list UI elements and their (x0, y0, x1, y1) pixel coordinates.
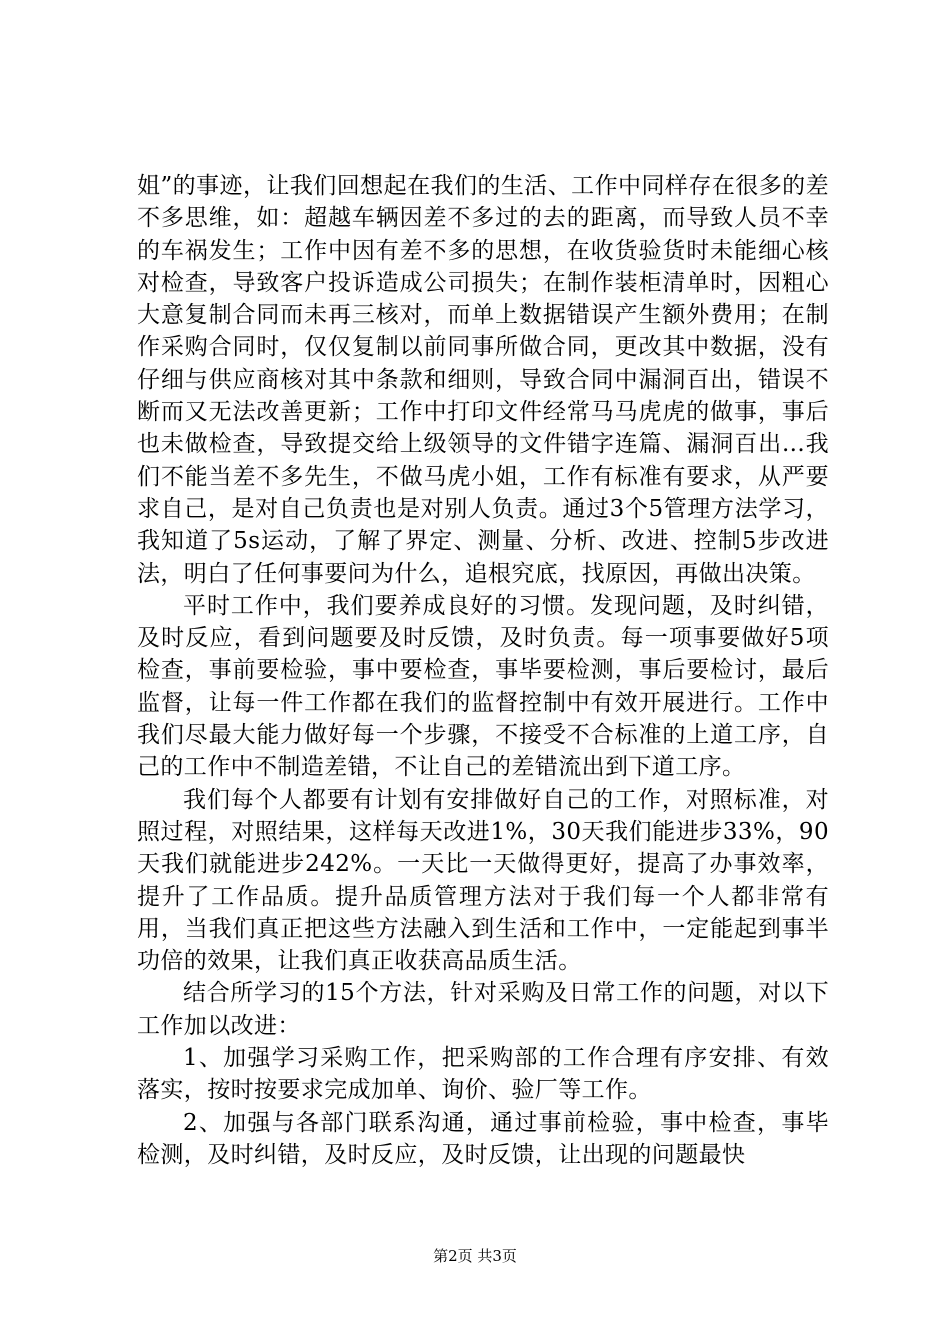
paragraph-3: 我们每个人都要有计划有安排做好自己的工作，对照标准，对照过程，对照结果，这样每天改进1%，30天我们能进步33%，90天我们就能进步242%。一天比一天做得更好，提高了办事效率，提升了工作品质。提升品质管理方法对于我们每一个人都非常有用，当我们真正把这些方法融入到生活和工作中，一定能起到事半功倍的效果，让我们真正收获高品质生活。 (137, 786, 829, 975)
paragraph-5: 1、加强学习采购工作，把采购部的工作合理有序安排、有效落实，按时按要求完成加单、询价、验厂等工作。 (137, 1045, 829, 1104)
paragraph-6: 2、加强与各部门联系沟通，通过事前检验，事中检查，事毕检测，及时纠错，及时反应，及时反馈，让出现的问题最快 (137, 1109, 829, 1168)
paragraph-1: 姐”的事迹，让我们回想起在我们的生活、工作中同样存在很多的差不多思维，如：超越车辆因差不多过的去的距离，而导致人员不幸的车祸发生；工作中因有差不多的思想，在收货验货时未能细心核对检查，导致客户投诉造成公司损失；在制作装柜清单时，因粗心大意复制合同而未再三核对，而单上数据错误产生额外费用；在制作采购合同时，仅仅复制以前同事所做合同，更改其中数据，没有仔细与供应商核对其中条款和细则，导致合同中漏洞百出，错误不断而又无法改善更新；工作中打印文件经常马马虎虎的做事，事后也未做检查，导致提交给上级领导的文件错字连篇、漏洞百出...我们不能当差不多先生，不做马虎小姐，工作有标准有要求，从严要求自己，是对自己负责也是对别人负责。通过3个5管理方法学习，我知道了5s运动，了解了界定、测量、分析、改进、控制5步改进法，明白了任何事要问为什么，追根究底，找原因，再做出决策。 (137, 173, 829, 587)
page-number-footer: 第2页 共3页 (433, 1247, 517, 1265)
document-body (137, 170, 829, 1171)
paragraph-4: 结合所学习的15个方法，针对采购及日常工作的问题，对以下工作加以改进： (137, 980, 829, 1039)
paragraph-2: 平时工作中，我们要养成良好的习惯。发现问题，及时纠错，及时反应，看到问题要及时反馈，及时负责。每一项事要做好5项检查，事前要检验，事中要检查，事毕要检测，事后要检讨，最后监督，让每一件工作都在我们的监督控制中有效开展进行。工作中我们尽最大能力做好每一个步骤，不接受不合标准的上道工序，自己的工作中不制造差错，不让自己的差错流出到下道工序。 (137, 592, 829, 781)
